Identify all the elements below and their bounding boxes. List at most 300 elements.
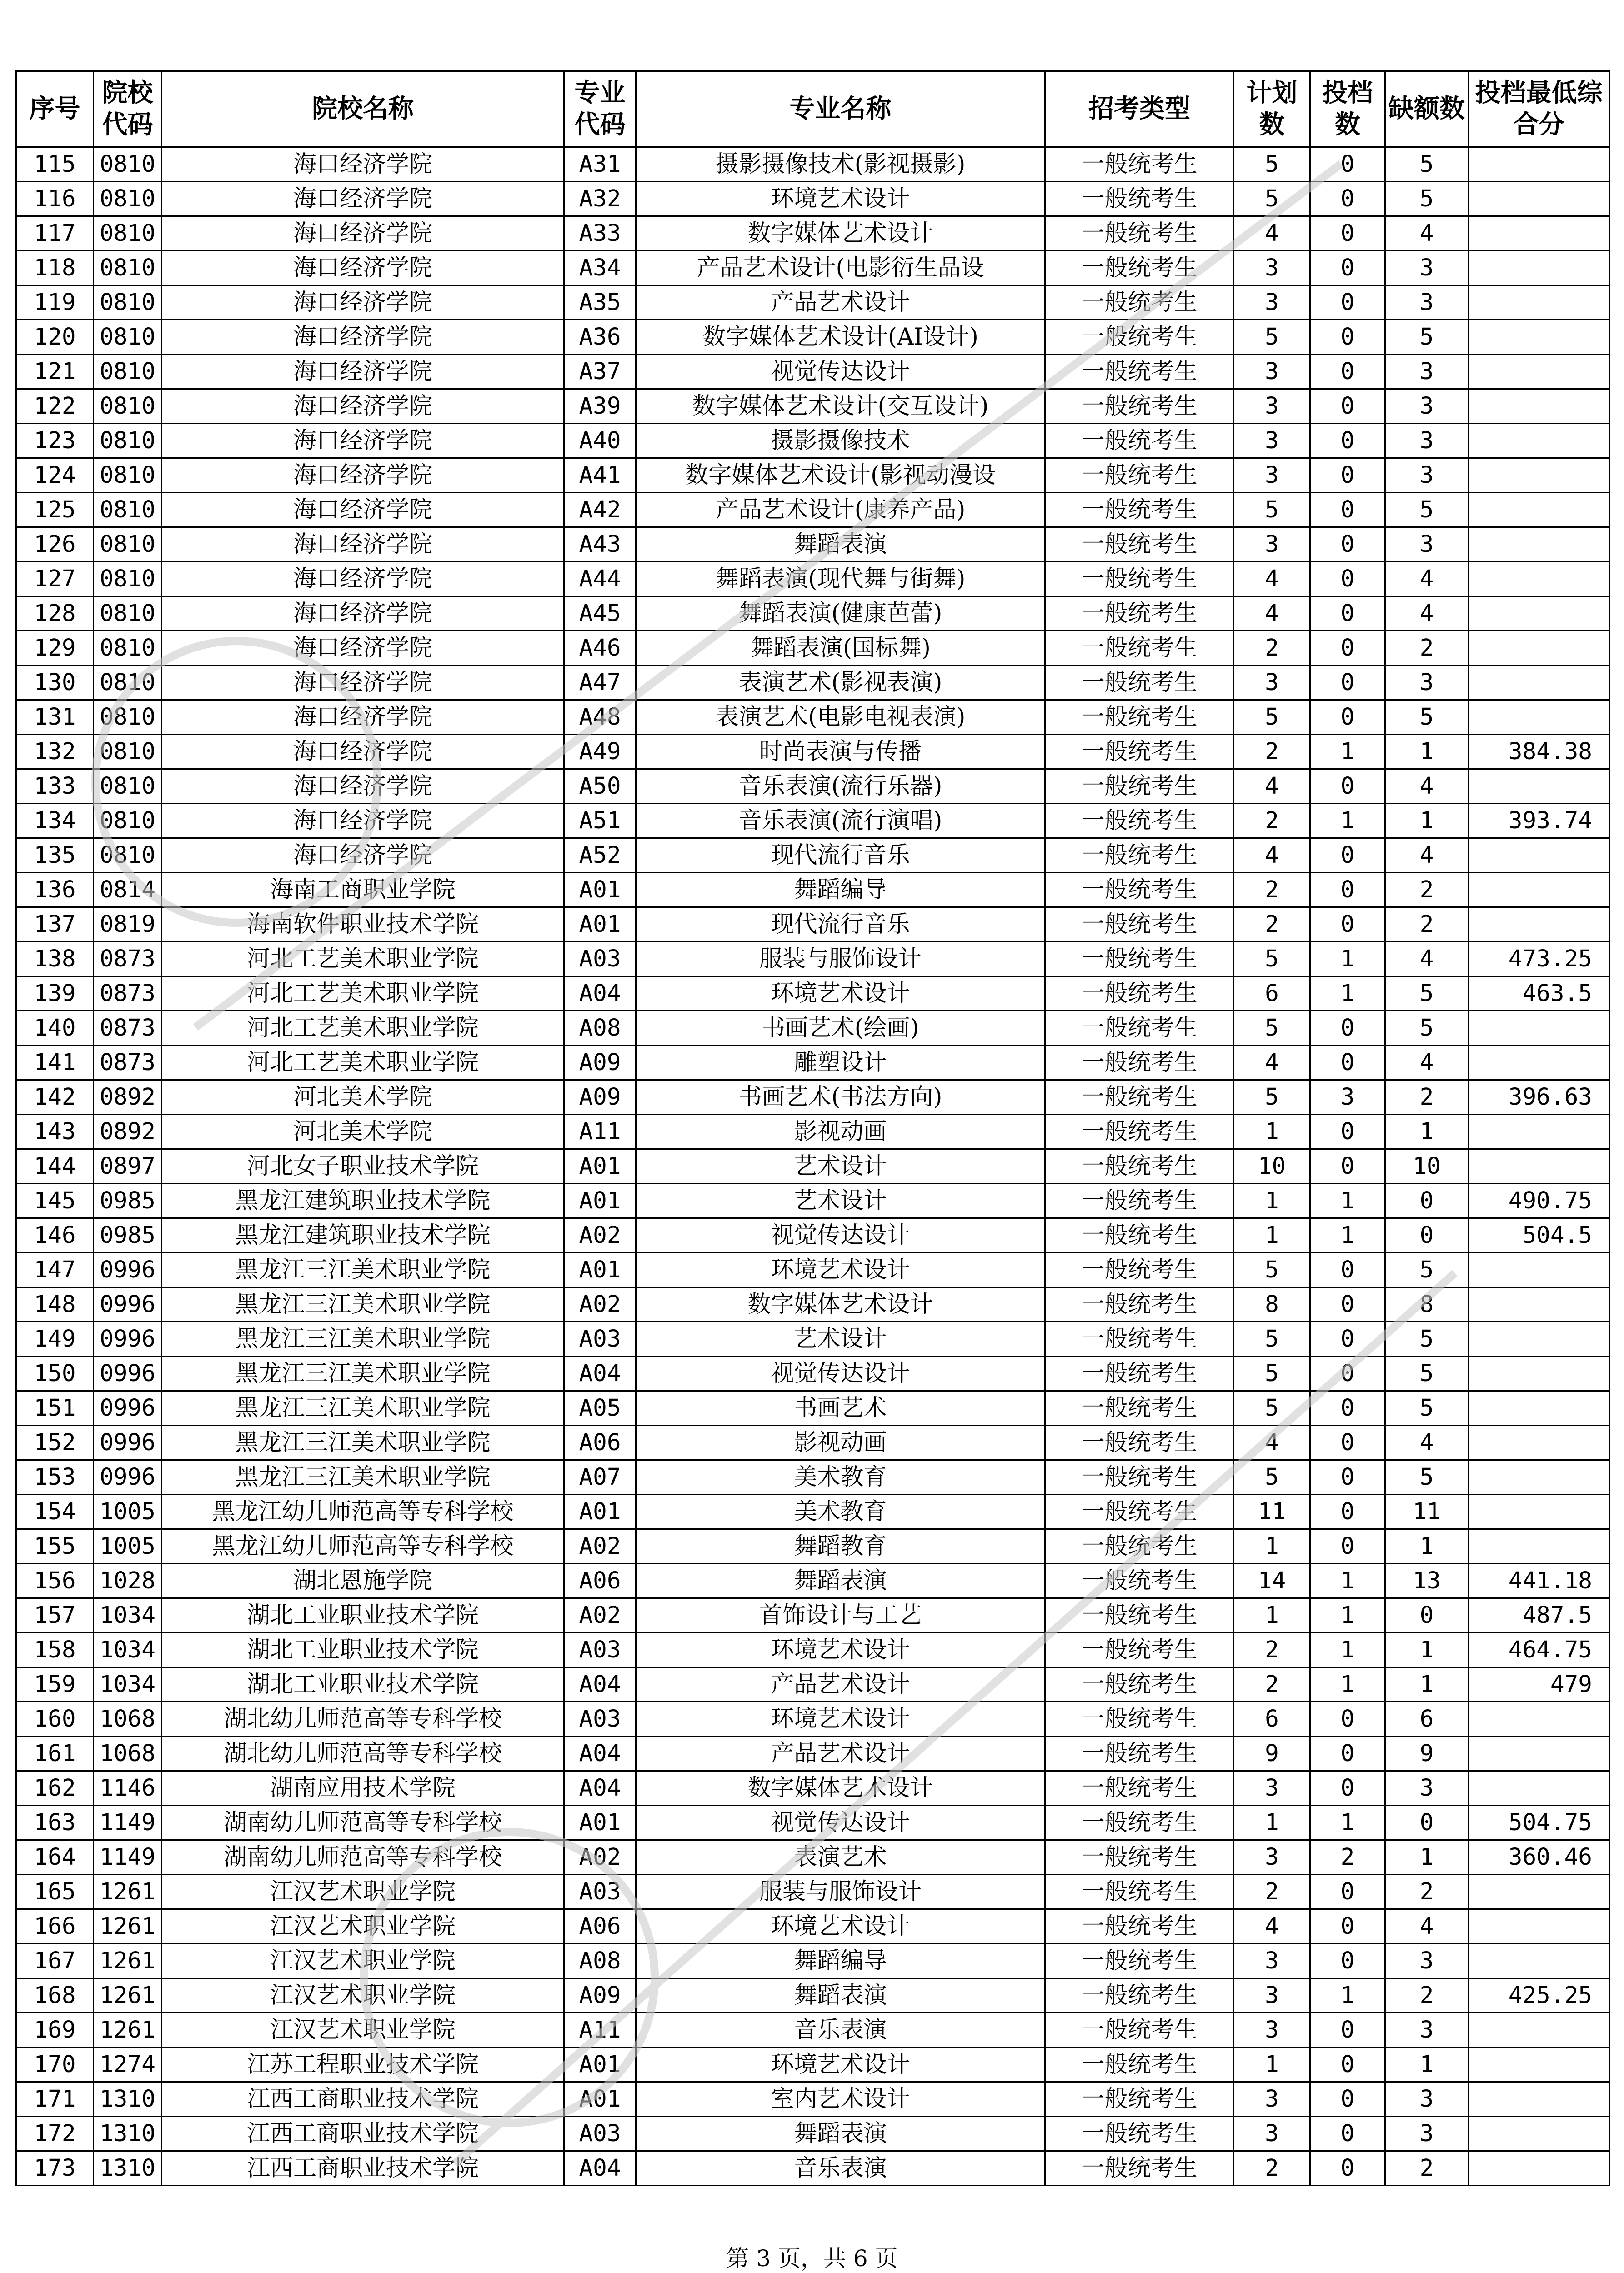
school-name-cell: 湖南幼儿师范高等专科学校	[162, 1840, 564, 1875]
exam-type-cell: 一般统考生	[1045, 1149, 1234, 1184]
seq-cell: 133	[16, 769, 94, 804]
major-name-cell: 时尚表演与传播	[636, 735, 1045, 769]
seq-cell: 118	[16, 251, 94, 285]
school-code-cell: 1034	[94, 1633, 162, 1667]
school-name-cell: 河北女子职业技术学院	[162, 1149, 564, 1184]
school-name-cell: 海口经济学院	[162, 320, 564, 355]
min-score-cell: 441.18	[1469, 1564, 1609, 1598]
lack-cell: 3	[1385, 458, 1469, 493]
school-name-cell: 湖北幼儿师范高等专科学校	[162, 1737, 564, 1771]
plan-cell: 5	[1234, 942, 1310, 976]
school-code-cell: 1310	[94, 2117, 162, 2151]
filed-cell: 2	[1310, 1840, 1385, 1875]
lack-cell: 8	[1385, 1287, 1469, 1322]
table-header	[16, 71, 1609, 147]
min-score-cell: 504.5	[1469, 1218, 1609, 1253]
major-name-cell: 美术教育	[636, 1460, 1045, 1495]
seq-cell: 149	[16, 1322, 94, 1357]
lack-cell: 1	[1385, 1529, 1469, 1564]
table-row	[16, 1771, 1609, 1806]
table-row	[16, 700, 1609, 735]
school-name-cell: 江西工商职业技术学院	[162, 2151, 564, 2186]
plan-cell: 1	[1234, 1184, 1310, 1218]
filed-cell: 0	[1310, 562, 1385, 596]
filed-cell: 0	[1310, 2048, 1385, 2082]
plan-cell: 5	[1234, 182, 1310, 216]
seq-cell: 141	[16, 1046, 94, 1080]
min-score-cell	[1469, 2013, 1609, 2048]
lack-cell: 0	[1385, 1806, 1469, 1840]
major-code-cell: A32	[564, 182, 636, 216]
filed-cell: 0	[1310, 458, 1385, 493]
lack-cell: 4	[1385, 838, 1469, 873]
filed-cell: 1	[1310, 735, 1385, 769]
lack-cell: 5	[1385, 976, 1469, 1011]
school-name-cell: 海口经济学院	[162, 735, 564, 769]
filed-cell: 0	[1310, 355, 1385, 389]
exam-type-cell: 一般统考生	[1045, 735, 1234, 769]
table-row	[16, 1184, 1609, 1218]
school-code-cell: 0810	[94, 562, 162, 596]
school-code-cell: 0996	[94, 1460, 162, 1495]
min-score-cell: 425.25	[1469, 1978, 1609, 2013]
school-code-cell: 1261	[94, 1944, 162, 1978]
school-name-cell: 黑龙江三江美术职业学院	[162, 1357, 564, 1391]
major-name-cell: 表演艺术	[636, 1840, 1045, 1875]
exam-type-cell: 一般统考生	[1045, 1460, 1234, 1495]
table-row	[16, 1598, 1609, 1633]
school-code-cell: 1005	[94, 1495, 162, 1529]
school-code-cell: 0892	[94, 1080, 162, 1115]
school-code-cell: 0810	[94, 285, 162, 320]
major-code-cell: A08	[564, 1944, 636, 1978]
school-code-cell: 0810	[94, 735, 162, 769]
min-score-cell	[1469, 1944, 1609, 1978]
filed-cell: 0	[1310, 1253, 1385, 1287]
major-code-cell: A06	[564, 1909, 636, 1944]
table-row	[16, 389, 1609, 424]
school-name-cell: 海口经济学院	[162, 769, 564, 804]
min-score-cell	[1469, 389, 1609, 424]
seq-cell: 172	[16, 2117, 94, 2151]
school-code-cell: 0810	[94, 631, 162, 666]
min-score-cell	[1469, 1253, 1609, 1287]
plan-cell: 4	[1234, 596, 1310, 631]
school-name-cell: 海口经济学院	[162, 631, 564, 666]
seq-cell: 132	[16, 735, 94, 769]
major-name-cell: 产品艺术设计	[636, 1737, 1045, 1771]
major-code-cell: A40	[564, 424, 636, 458]
min-score-cell: 479	[1469, 1667, 1609, 1702]
school-code-cell: 0996	[94, 1357, 162, 1391]
filed-cell: 1	[1310, 1667, 1385, 1702]
lack-cell: 4	[1385, 216, 1469, 251]
min-score-cell	[1469, 1287, 1609, 1322]
table-row	[16, 1391, 1609, 1426]
school-code-cell: 1149	[94, 1806, 162, 1840]
school-code-cell: 0819	[94, 907, 162, 942]
school-code-cell: 1068	[94, 1702, 162, 1737]
seq-cell: 134	[16, 804, 94, 838]
admission-table	[15, 70, 1610, 2186]
table-row	[16, 182, 1609, 216]
header-exam-type: 招考类型	[1045, 71, 1234, 147]
table-row	[16, 1875, 1609, 1909]
filed-cell: 0	[1310, 1046, 1385, 1080]
school-code-cell: 1005	[94, 1529, 162, 1564]
plan-cell: 4	[1234, 216, 1310, 251]
school-name-cell: 海口经济学院	[162, 147, 564, 182]
major-name-cell: 环境艺术设计	[636, 1702, 1045, 1737]
exam-type-cell: 一般统考生	[1045, 907, 1234, 942]
exam-type-cell: 一般统考生	[1045, 804, 1234, 838]
plan-cell: 5	[1234, 1460, 1310, 1495]
seq-cell: 128	[16, 596, 94, 631]
filed-cell: 1	[1310, 1218, 1385, 1253]
min-score-cell: 487.5	[1469, 1598, 1609, 1633]
seq-cell: 131	[16, 700, 94, 735]
plan-cell: 3	[1234, 355, 1310, 389]
min-score-cell	[1469, 216, 1609, 251]
major-code-cell: A04	[564, 2151, 636, 2186]
major-code-cell: A05	[564, 1391, 636, 1426]
major-code-cell: A11	[564, 1115, 636, 1149]
exam-type-cell: 一般统考生	[1045, 1426, 1234, 1460]
exam-type-cell: 一般统考生	[1045, 1598, 1234, 1633]
filed-cell: 0	[1310, 1737, 1385, 1771]
major-name-cell: 舞蹈表演	[636, 1978, 1045, 2013]
min-score-cell: 473.25	[1469, 942, 1609, 976]
lack-cell: 2	[1385, 873, 1469, 907]
major-name-cell: 首饰设计与工艺	[636, 1598, 1045, 1633]
exam-type-cell: 一般统考生	[1045, 1564, 1234, 1598]
min-score-cell	[1469, 1149, 1609, 1184]
school-code-cell: 0810	[94, 424, 162, 458]
exam-type-cell: 一般统考生	[1045, 389, 1234, 424]
seq-cell: 173	[16, 2151, 94, 2186]
min-score-cell: 360.46	[1469, 1840, 1609, 1875]
min-score-cell	[1469, 1011, 1609, 1046]
table-row	[16, 1737, 1609, 1771]
min-score-cell: 504.75	[1469, 1806, 1609, 1840]
major-name-cell: 服装与服饰设计	[636, 942, 1045, 976]
school-code-cell: 0810	[94, 804, 162, 838]
school-code-cell: 0810	[94, 355, 162, 389]
seq-cell: 123	[16, 424, 94, 458]
table-row	[16, 355, 1609, 389]
major-code-cell: A04	[564, 1771, 636, 1806]
major-code-cell: A01	[564, 1149, 636, 1184]
school-code-cell: 0810	[94, 493, 162, 527]
plan-cell: 3	[1234, 1771, 1310, 1806]
exam-type-cell: 一般统考生	[1045, 1184, 1234, 1218]
min-score-cell	[1469, 320, 1609, 355]
seq-cell: 153	[16, 1460, 94, 1495]
school-code-cell: 0810	[94, 838, 162, 873]
header-school-code: 院校代码	[94, 71, 162, 147]
min-score-cell	[1469, 907, 1609, 942]
major-code-cell: A01	[564, 907, 636, 942]
seq-cell: 120	[16, 320, 94, 355]
plan-cell: 3	[1234, 1944, 1310, 1978]
major-name-cell: 数字媒体艺术设计	[636, 216, 1045, 251]
plan-cell: 3	[1234, 1840, 1310, 1875]
seq-cell: 170	[16, 2048, 94, 2082]
filed-cell: 0	[1310, 1287, 1385, 1322]
school-code-cell: 0810	[94, 251, 162, 285]
school-code-cell: 0810	[94, 700, 162, 735]
school-name-cell: 海口经济学院	[162, 389, 564, 424]
table-row	[16, 1978, 1609, 2013]
table-row	[16, 838, 1609, 873]
school-code-cell: 0810	[94, 527, 162, 562]
lack-cell: 2	[1385, 631, 1469, 666]
exam-type-cell: 一般统考生	[1045, 700, 1234, 735]
major-name-cell: 产品艺术设计(电影衍生品设	[636, 251, 1045, 285]
seq-cell: 117	[16, 216, 94, 251]
school-name-cell: 江汉艺术职业学院	[162, 1909, 564, 1944]
exam-type-cell: 一般统考生	[1045, 1218, 1234, 1253]
major-code-cell: A31	[564, 147, 636, 182]
lack-cell: 1	[1385, 1115, 1469, 1149]
major-code-cell: A03	[564, 1702, 636, 1737]
seq-cell: 125	[16, 493, 94, 527]
filed-cell: 0	[1310, 1702, 1385, 1737]
min-score-cell	[1469, 1046, 1609, 1080]
major-code-cell: A01	[564, 873, 636, 907]
school-name-cell: 河北工艺美术职业学院	[162, 976, 564, 1011]
filed-cell: 0	[1310, 1771, 1385, 1806]
table-row	[16, 2151, 1609, 2186]
major-name-cell: 环境艺术设计	[636, 1633, 1045, 1667]
min-score-cell: 464.75	[1469, 1633, 1609, 1667]
min-score-cell	[1469, 631, 1609, 666]
filed-cell: 0	[1310, 769, 1385, 804]
table-row	[16, 1667, 1609, 1702]
major-code-cell: A47	[564, 666, 636, 700]
major-name-cell: 舞蹈表演	[636, 2117, 1045, 2151]
school-name-cell: 海口经济学院	[162, 838, 564, 873]
table-row	[16, 942, 1609, 976]
lack-cell: 9	[1385, 1737, 1469, 1771]
plan-cell: 4	[1234, 769, 1310, 804]
school-name-cell: 海口经济学院	[162, 700, 564, 735]
seq-cell: 169	[16, 2013, 94, 2048]
school-code-cell: 0810	[94, 147, 162, 182]
major-code-cell: A01	[564, 1253, 636, 1287]
major-code-cell: A46	[564, 631, 636, 666]
major-code-cell: A44	[564, 562, 636, 596]
plan-cell: 14	[1234, 1564, 1310, 1598]
school-code-cell: 0892	[94, 1115, 162, 1149]
major-code-cell: A02	[564, 1218, 636, 1253]
filed-cell: 0	[1310, 1495, 1385, 1529]
min-score-cell	[1469, 424, 1609, 458]
plan-cell: 3	[1234, 2013, 1310, 2048]
filed-cell: 1	[1310, 1564, 1385, 1598]
min-score-cell	[1469, 182, 1609, 216]
major-code-cell: A42	[564, 493, 636, 527]
table-row	[16, 2082, 1609, 2117]
major-name-cell: 雕塑设计	[636, 1046, 1045, 1080]
school-code-cell: 1261	[94, 1978, 162, 2013]
table-row	[16, 1702, 1609, 1737]
major-name-cell: 数字媒体艺术设计	[636, 1287, 1045, 1322]
header-lack-count: 缺额数	[1385, 71, 1469, 147]
major-name-cell: 音乐表演	[636, 2151, 1045, 2186]
major-code-cell: A36	[564, 320, 636, 355]
exam-type-cell: 一般统考生	[1045, 1702, 1234, 1737]
min-score-cell	[1469, 1426, 1609, 1460]
filed-cell: 0	[1310, 1875, 1385, 1909]
lack-cell: 4	[1385, 1046, 1469, 1080]
table-row	[16, 631, 1609, 666]
major-code-cell: A49	[564, 735, 636, 769]
filed-cell: 0	[1310, 1391, 1385, 1426]
filed-cell: 0	[1310, 1011, 1385, 1046]
school-name-cell: 江汉艺术职业学院	[162, 1944, 564, 1978]
plan-cell: 3	[1234, 285, 1310, 320]
exam-type-cell: 一般统考生	[1045, 285, 1234, 320]
min-score-cell	[1469, 147, 1609, 182]
lack-cell: 2	[1385, 1080, 1469, 1115]
lack-cell: 5	[1385, 493, 1469, 527]
min-score-cell: 396.63	[1469, 1080, 1609, 1115]
seq-cell: 161	[16, 1737, 94, 1771]
seq-cell: 152	[16, 1426, 94, 1460]
filed-cell: 0	[1310, 873, 1385, 907]
major-code-cell: A08	[564, 1011, 636, 1046]
school-name-cell: 海口经济学院	[162, 285, 564, 320]
major-code-cell: A51	[564, 804, 636, 838]
table-row	[16, 1011, 1609, 1046]
exam-type-cell: 一般统考生	[1045, 458, 1234, 493]
admission-table-container	[15, 70, 1609, 2186]
major-code-cell: A37	[564, 355, 636, 389]
plan-cell: 4	[1234, 1426, 1310, 1460]
school-code-cell: 1146	[94, 1771, 162, 1806]
school-name-cell: 河北工艺美术职业学院	[162, 1011, 564, 1046]
school-name-cell: 黑龙江幼儿师范高等专科学校	[162, 1495, 564, 1529]
major-code-cell: A03	[564, 1322, 636, 1357]
exam-type-cell: 一般统考生	[1045, 1287, 1234, 1322]
major-name-cell: 环境艺术设计	[636, 182, 1045, 216]
table-row	[16, 562, 1609, 596]
plan-cell: 4	[1234, 1909, 1310, 1944]
major-name-cell: 舞蹈表演(健康芭蕾)	[636, 596, 1045, 631]
exam-type-cell: 一般统考生	[1045, 1840, 1234, 1875]
filed-cell: 0	[1310, 285, 1385, 320]
seq-cell: 156	[16, 1564, 94, 1598]
seq-cell: 130	[16, 666, 94, 700]
plan-cell: 5	[1234, 1080, 1310, 1115]
major-name-cell: 舞蹈编导	[636, 1944, 1045, 1978]
school-name-cell: 海口经济学院	[162, 216, 564, 251]
seq-cell: 138	[16, 942, 94, 976]
major-code-cell: A43	[564, 527, 636, 562]
school-name-cell: 海口经济学院	[162, 596, 564, 631]
filed-cell: 0	[1310, 700, 1385, 735]
seq-cell: 126	[16, 527, 94, 562]
min-score-cell	[1469, 700, 1609, 735]
plan-cell: 2	[1234, 2151, 1310, 2186]
table-row	[16, 735, 1609, 769]
major-name-cell: 环境艺术设计	[636, 1253, 1045, 1287]
filed-cell: 1	[1310, 1184, 1385, 1218]
lack-cell: 10	[1385, 1149, 1469, 1184]
school-name-cell: 海口经济学院	[162, 666, 564, 700]
filed-cell: 0	[1310, 1357, 1385, 1391]
lack-cell: 4	[1385, 562, 1469, 596]
plan-cell: 3	[1234, 527, 1310, 562]
filed-cell: 0	[1310, 1460, 1385, 1495]
school-name-cell: 海口经济学院	[162, 424, 564, 458]
plan-cell: 2	[1234, 1633, 1310, 1667]
exam-type-cell: 一般统考生	[1045, 942, 1234, 976]
filed-cell: 1	[1310, 804, 1385, 838]
exam-type-cell: 一般统考生	[1045, 1322, 1234, 1357]
exam-type-cell: 一般统考生	[1045, 1357, 1234, 1391]
filed-cell: 1	[1310, 1598, 1385, 1633]
lack-cell: 3	[1385, 389, 1469, 424]
school-code-cell: 1261	[94, 1875, 162, 1909]
school-name-cell: 江西工商职业技术学院	[162, 2117, 564, 2151]
plan-cell: 5	[1234, 1011, 1310, 1046]
seq-cell: 150	[16, 1357, 94, 1391]
major-code-cell: A01	[564, 1806, 636, 1840]
major-code-cell: A03	[564, 2117, 636, 2151]
exam-type-cell: 一般统考生	[1045, 2013, 1234, 2048]
lack-cell: 3	[1385, 527, 1469, 562]
table-row	[16, 1564, 1609, 1598]
major-name-cell: 现代流行音乐	[636, 907, 1045, 942]
seq-cell: 162	[16, 1771, 94, 1806]
school-name-cell: 海南软件职业技术学院	[162, 907, 564, 942]
school-name-cell: 湖北工业职业技术学院	[162, 1667, 564, 1702]
min-score-cell	[1469, 1909, 1609, 1944]
plan-cell: 9	[1234, 1737, 1310, 1771]
plan-cell: 5	[1234, 1253, 1310, 1287]
seq-cell: 163	[16, 1806, 94, 1840]
plan-cell: 6	[1234, 976, 1310, 1011]
major-code-cell: A39	[564, 389, 636, 424]
seq-cell: 168	[16, 1978, 94, 2013]
seq-cell: 135	[16, 838, 94, 873]
plan-cell: 4	[1234, 1046, 1310, 1080]
seq-cell: 159	[16, 1667, 94, 1702]
school-name-cell: 河北美术学院	[162, 1080, 564, 1115]
filed-cell: 0	[1310, 251, 1385, 285]
seq-cell: 124	[16, 458, 94, 493]
plan-cell: 1	[1234, 1218, 1310, 1253]
lack-cell: 0	[1385, 1218, 1469, 1253]
exam-type-cell: 一般统考生	[1045, 1046, 1234, 1080]
exam-type-cell: 一般统考生	[1045, 2151, 1234, 2186]
min-score-cell	[1469, 355, 1609, 389]
plan-cell: 3	[1234, 389, 1310, 424]
exam-type-cell: 一般统考生	[1045, 1080, 1234, 1115]
lack-cell: 5	[1385, 1391, 1469, 1426]
lack-cell: 2	[1385, 2151, 1469, 2186]
exam-type-cell: 一般统考生	[1045, 355, 1234, 389]
page-footer: 第 3 页，共 6 页	[726, 2245, 898, 2272]
seq-cell: 115	[16, 147, 94, 182]
school-code-cell: 0996	[94, 1391, 162, 1426]
min-score-cell	[1469, 838, 1609, 873]
school-name-cell: 黑龙江三江美术职业学院	[162, 1253, 564, 1287]
lack-cell: 3	[1385, 666, 1469, 700]
filed-cell: 0	[1310, 216, 1385, 251]
